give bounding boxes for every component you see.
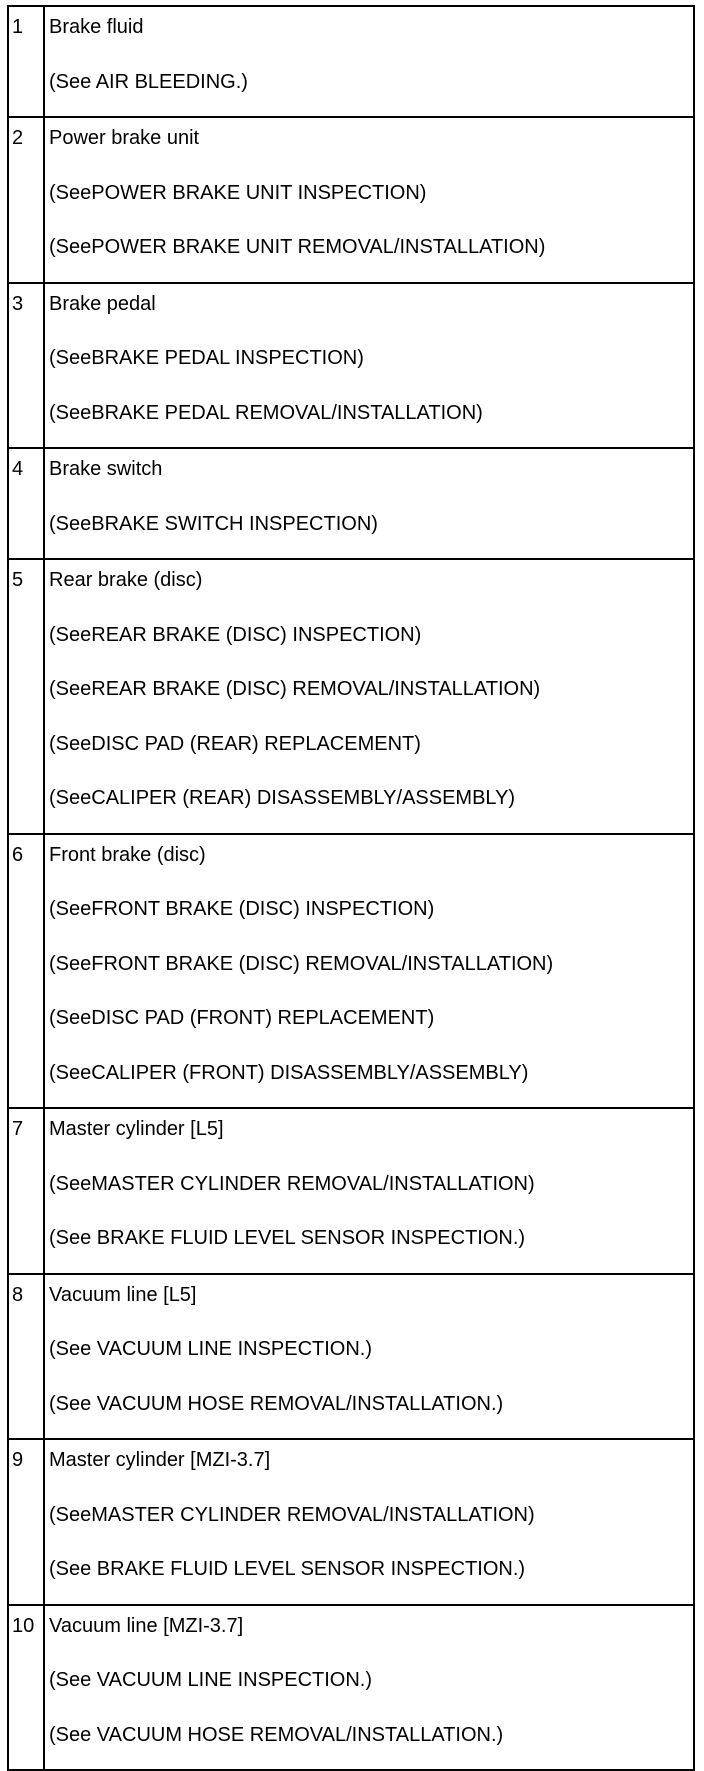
- row-content-cell: [44, 1274, 694, 1440]
- component-title: Front brake (disc): [49, 843, 206, 866]
- table-row: [8, 1274, 694, 1440]
- reference-link[interactable]: (See VACUUM HOSE REMOVAL/INSTALLATION.): [49, 1392, 504, 1415]
- reference-link[interactable]: (SeeMASTER CYLINDER REMOVAL/INSTALLATION): [49, 1172, 535, 1195]
- row-number-cell: [8, 1274, 44, 1440]
- table-row: [8, 1108, 694, 1274]
- row-number-cell: [8, 448, 44, 559]
- row-content-cell: [44, 1108, 694, 1274]
- reference-link[interactable]: (SeeDISC PAD (REAR) REPLACEMENT): [49, 732, 421, 755]
- row-content-cell: [44, 834, 694, 1109]
- reference-link[interactable]: (SeePOWER BRAKE UNIT REMOVAL/INSTALLATION): [49, 236, 546, 258]
- component-title: Master cylinder [MZI-3.7]: [49, 1449, 271, 1471]
- component-title: Brake switch: [49, 458, 163, 480]
- row-number: 2: [12, 127, 24, 149]
- reference-link[interactable]: (SeeCALIPER (FRONT) DISASSEMBLY/ASSEMBLY): [49, 1061, 529, 1084]
- row-number: 1: [12, 16, 24, 38]
- row-number-cell: [8, 834, 44, 1109]
- row-content-cell: [44, 283, 694, 449]
- parts-table-container: [7, 5, 695, 1771]
- row-content-cell: [44, 6, 694, 117]
- reference-link[interactable]: (See AIR BLEEDING.): [49, 70, 248, 93]
- reference-link[interactable]: (See VACUUM LINE INSPECTION.): [49, 1669, 373, 1691]
- reference-link[interactable]: (SeeCALIPER (REAR) DISASSEMBLY/ASSEMBLY): [49, 787, 516, 809]
- row-number-cell: [8, 1439, 44, 1605]
- reference-link[interactable]: (SeePOWER BRAKE UNIT INSPECTION): [49, 181, 427, 204]
- component-title: Brake pedal: [49, 292, 156, 315]
- component-title: Vacuum line [L5]: [49, 1283, 197, 1306]
- reference-link[interactable]: (See BRAKE FLUID LEVEL SENSOR INSPECTION.): [49, 1227, 526, 1249]
- row-number-cell: [8, 283, 44, 449]
- parts-table: [7, 5, 695, 1771]
- component-title: Power brake unit: [49, 127, 200, 149]
- row-number: 10: [12, 1614, 35, 1637]
- table-row: [8, 448, 694, 559]
- row-number: 5: [12, 569, 24, 591]
- row-content-cell: [44, 117, 694, 283]
- table-row: [8, 6, 694, 117]
- row-number: 3: [12, 292, 24, 315]
- reference-link[interactable]: (SeeBRAKE PEDAL REMOVAL/INSTALLATION): [49, 401, 483, 424]
- row-content-cell: [44, 1439, 694, 1605]
- reference-link[interactable]: (SeeBRAKE PEDAL INSPECTION): [49, 347, 364, 369]
- row-content-cell: [44, 448, 694, 559]
- row-number-cell: [8, 1605, 44, 1771]
- component-title: Rear brake (disc): [49, 569, 203, 591]
- table-row: [8, 1605, 694, 1771]
- row-number-cell: [8, 559, 44, 834]
- row-content-cell: [44, 559, 694, 834]
- table-row: [8, 1439, 694, 1605]
- reference-link[interactable]: (See BRAKE FLUID LEVEL SENSOR INSPECTION.): [49, 1558, 526, 1580]
- reference-link[interactable]: (SeeDISC PAD (FRONT) REPLACEMENT): [49, 1007, 435, 1029]
- table-row: [8, 283, 694, 449]
- reference-link[interactable]: (SeeREAR BRAKE (DISC) INSPECTION): [49, 623, 422, 646]
- reference-link[interactable]: (SeeMASTER CYLINDER REMOVAL/INSTALLATION): [49, 1503, 535, 1526]
- row-number: 6: [12, 843, 24, 866]
- component-title: Brake fluid: [49, 16, 144, 38]
- row-number: 7: [12, 1118, 24, 1140]
- component-title: Master cylinder [L5]: [49, 1118, 224, 1140]
- table-row: [8, 117, 694, 283]
- row-number: 4: [12, 458, 24, 480]
- reference-link[interactable]: (See VACUUM HOSE REMOVAL/INSTALLATION.): [49, 1723, 504, 1746]
- row-content-cell: [44, 1605, 694, 1771]
- table-row: [8, 559, 694, 834]
- reference-link[interactable]: (See VACUUM LINE INSPECTION.): [49, 1338, 373, 1360]
- table-row: [8, 834, 694, 1109]
- row-number: 9: [12, 1449, 24, 1471]
- reference-link[interactable]: (SeeFRONT BRAKE (DISC) INSPECTION): [49, 898, 435, 920]
- row-number-cell: [8, 1108, 44, 1274]
- parts-table-body: [8, 6, 694, 1770]
- row-number: 8: [12, 1283, 24, 1306]
- component-title: Vacuum line [MZI-3.7]: [49, 1614, 244, 1637]
- reference-link[interactable]: (SeeFRONT BRAKE (DISC) REMOVAL/INSTALLATION): [49, 952, 554, 975]
- row-number-cell: [8, 6, 44, 117]
- reference-link[interactable]: (SeeBRAKE SWITCH INSPECTION): [49, 512, 378, 535]
- reference-link[interactable]: (SeeREAR BRAKE (DISC) REMOVAL/INSTALLATION): [49, 678, 541, 700]
- row-number-cell: [8, 117, 44, 283]
